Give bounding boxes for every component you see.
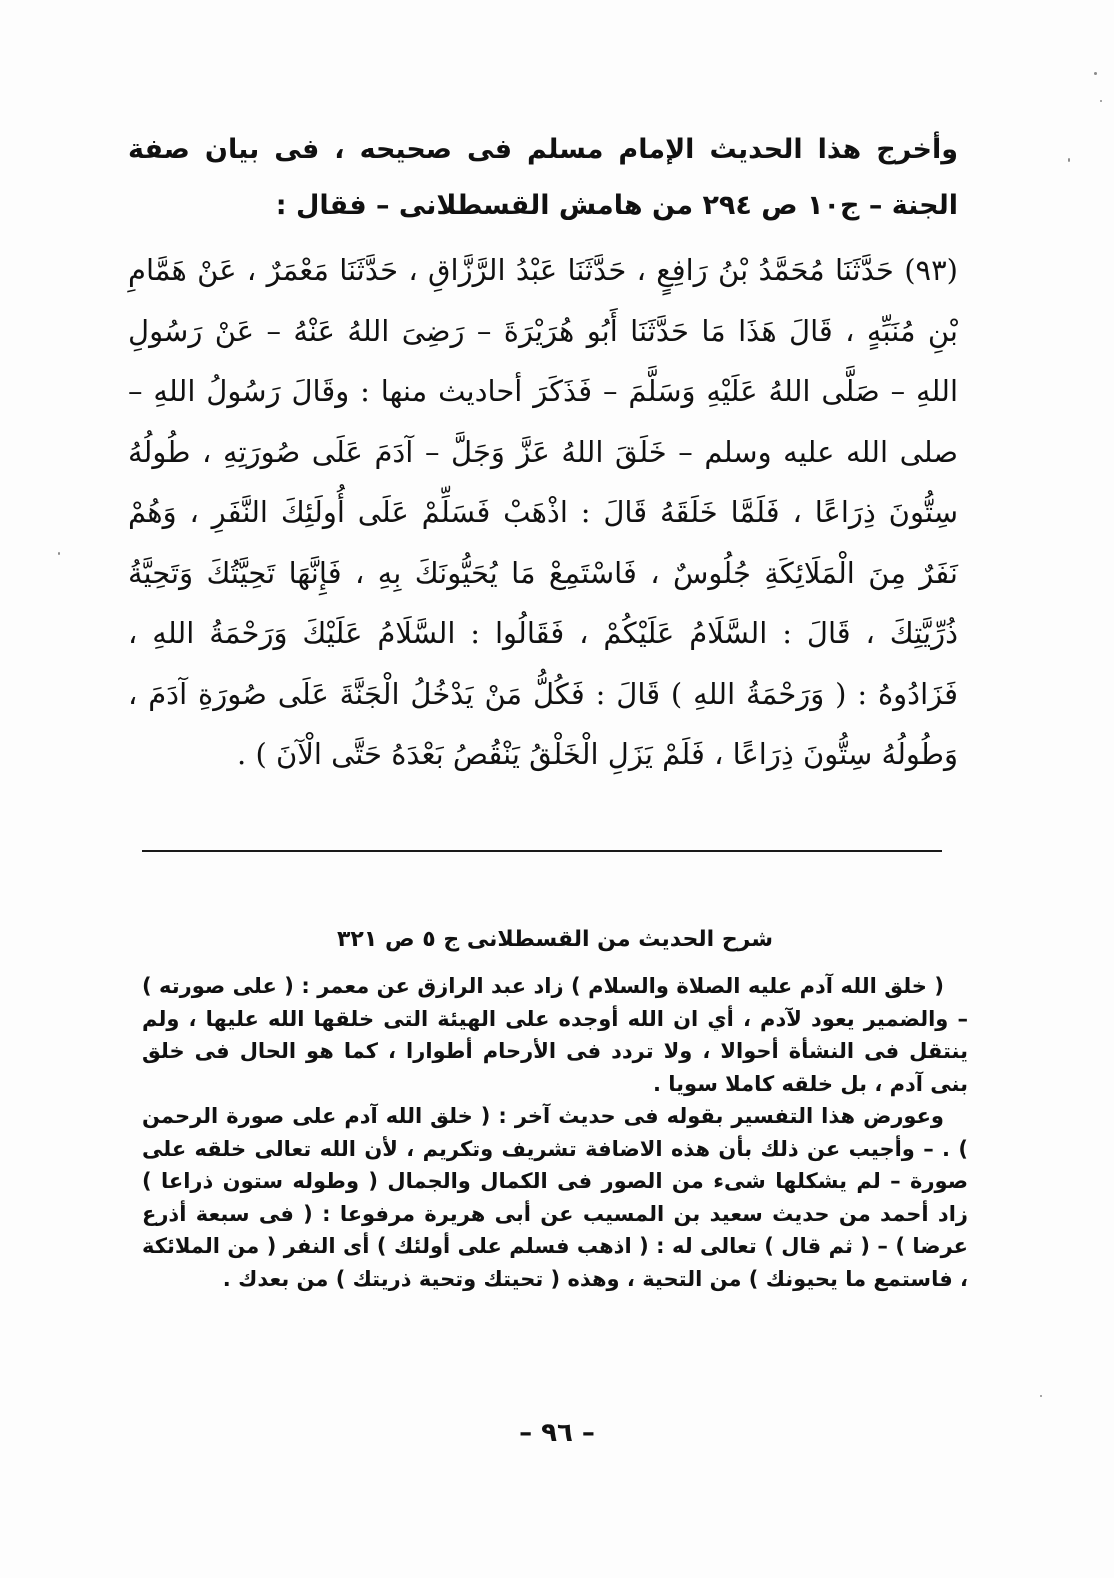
page-number: – ٩٦ – <box>519 1418 595 1448</box>
scan-speck <box>1094 72 1097 75</box>
commentary-title: شرح الحديث من القسطلانى ج ٥ ص ٣٢١ <box>337 927 773 952</box>
scan-speck <box>58 552 60 555</box>
intro-paragraph: وأخرج هذا الحديث الإمام مسلم فى صحيحه ، فى بيان صفة الجنة – ج١٠ ص ٢٩٤ من هامش القسطلانى – فقال : <box>128 134 958 221</box>
scan-speck <box>1100 100 1102 102</box>
commentary-section <box>142 918 968 1295</box>
main-text-block <box>128 122 958 785</box>
commentary-paragraph-1: ( خلق الله آدم عليه الصلاة والسلام ) زاد عبد الرازق عن معمر : ( على صورته ) – والضمير يعود لآدم ، أي ان الله أوجده على الهيئة التى خلقها الله عليها ، ولم ينتقل فى النشأة أحوالا ، ولا تردد فى الأرحام أطوارا ، كما هو الحال فى خلق بنى آدم ، بل خلقه كاملا سويا . <box>142 974 968 1096</box>
scan-speck <box>1068 158 1070 162</box>
hadith-text: (٩٣) حَدَّثَنَا مُحَمَّدُ بْنُ رَافِعٍ ، حَدَّثَنَا عَبْدُ الرَّزَّاقِ ، حَدَّثَنَا مَعْمَرٌ ، عَنْ هَمَّامِ بْنِ مُنَبِّهٍ ، قَالَ هَذَا مَا حَدَّثَنَا أَبُو هُرَيْرَةَ – رَضِىَ اللهُ عَنْهُ – عَنْ رَسُولِ اللهِ – صَلَّى اللهُ عَلَيْهِ وَسَلَّمَ – فَذَكَرَ أحاديث منها : وقَالَ رَسُولُ اللهِ – صلى الله عليه وسلم – خَلَقَ اللهُ عَزَّ وَجَلَّ – آدَمَ عَلَى صُورَتِهِ ، طُولُهُ سِتُّونَ ذِرَاعًا ، فَلَمَّا خَلَقَهُ قَالَ : اذْهَبْ فَسَلِّمْ عَلَى أُولَئِكَ النَّفَرِ ، وَهُمْ نَفَرٌ مِنَ الْمَلَائِكَةِ جُلُوسٌ ، فَاسْتَمِعْ مَا يُحَيُّونَكَ بِهِ ، فَإِنَّهَا تَحِيَّتُكَ وَتَحِيَّةُ ذُرِّيَّتِكَ ، قَالَ : السَّلَامُ عَلَيْكُمْ ، فَقَالُوا : السَّلَامُ عَلَيْكَ وَرَحْمَةُ اللهِ ، فَزَادُوهُ : ( وَرَحْمَةُ اللهِ ) قَالَ : فَكُلُّ مَنْ يَدْخُلُ الْجَنَّةَ عَلَى صُورَةِ آدَمَ ، وَطُولُهُ سِتُّونَ ذِرَاعًا ، فَلَمْ يَزَلِ الْخَلْقُ يَنْقُصُ بَعْدَهُ حَتَّى الْآنَ ) . <box>128 253 958 771</box>
commentary-paragraph-2: وعورض هذا التفسير بقوله فى حديث آخر : ( خلق الله آدم على صورة الرحمن ) . – وأجيب عن ذلك بأن هذه الاضافة تشريف وتكريم ، لأن الله تعالى خلقه على صورة – لم يشكلها شىء من الصور فى الكمال والجمال ( وطوله ستون ذراعا ) زاد أحمد من حديث سعيد بن المسيب عن أبى هريرة مرفوعا : ( فى سبعة أذرع عرضا ) – ( ثم قال ) تعالى له : ( اذهب فسلم على أولئك ) أى النفر ( من الملائكة ، فاستمع ما يحيونك ) من التحية ، وهذه ( تحيتك وتحية ذريتك ) من بعدك . <box>142 1104 968 1291</box>
scan-speck <box>1040 1395 1042 1397</box>
section-divider <box>142 850 942 852</box>
